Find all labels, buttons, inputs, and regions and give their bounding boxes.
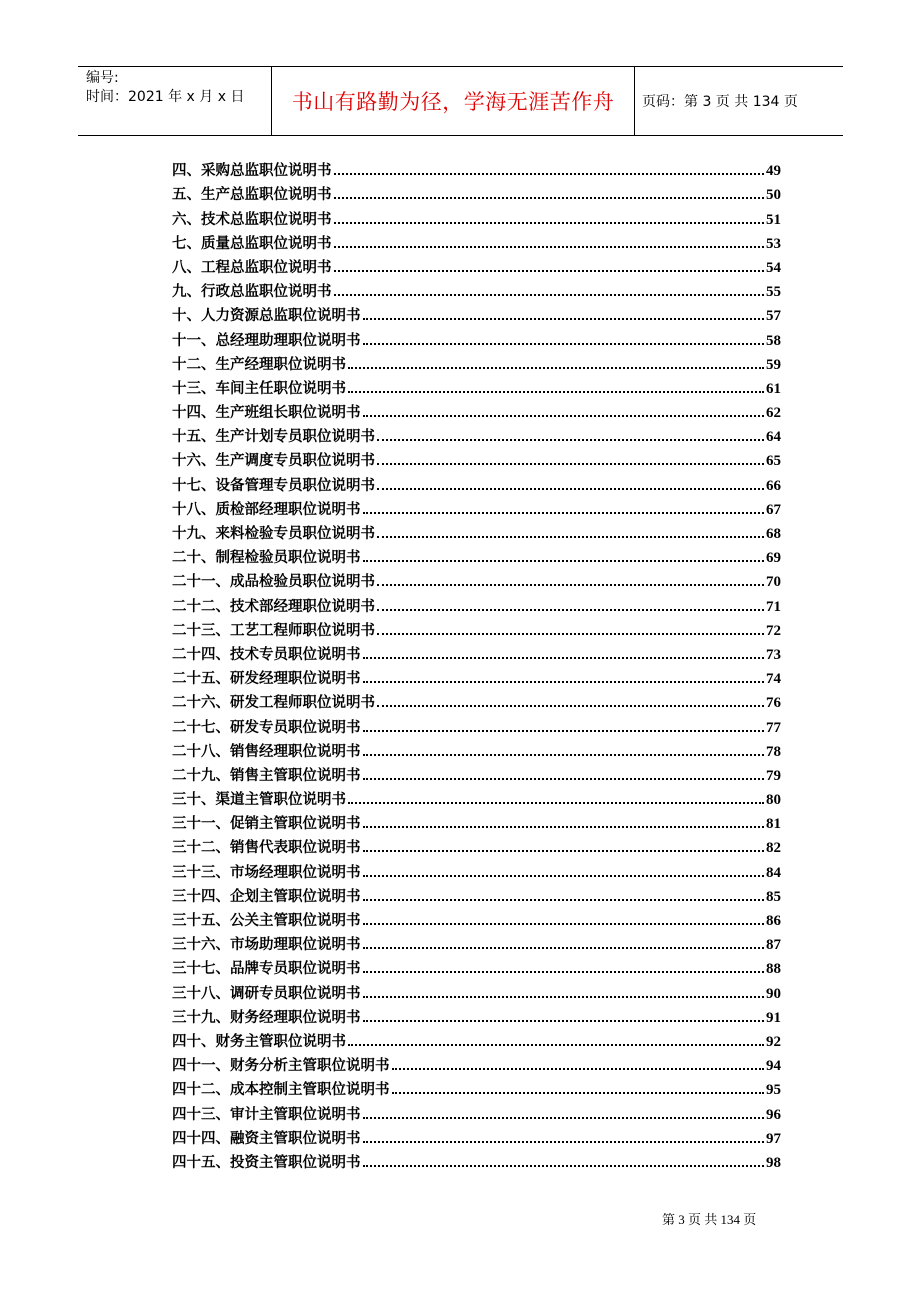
toc-dot-leader	[363, 875, 765, 877]
toc-entry-title: 五、生产总监职位说明书	[172, 187, 332, 204]
toc-entry[interactable]	[172, 470, 781, 494]
toc-entry[interactable]	[172, 930, 781, 954]
toc-entry[interactable]	[172, 543, 781, 567]
toc-entry-title: 二十、制程检验员职位说明书	[172, 550, 361, 567]
toc-entry-page: 70	[766, 574, 781, 591]
toc-entry-title: 十四、生产班组长职位说明书	[172, 405, 361, 422]
toc-entry-page: 67	[766, 501, 781, 518]
toc-entry[interactable]	[172, 180, 781, 204]
toc-entry-title: 八、工程总监职位说明书	[172, 259, 332, 276]
toc-entry-title: 三十、渠道主管职位说明书	[172, 792, 346, 809]
toc-entry[interactable]	[172, 1148, 781, 1172]
toc-entry[interactable]	[172, 1124, 781, 1148]
toc-dot-leader	[392, 1068, 765, 1070]
toc-entry-page: 69	[766, 550, 781, 567]
toc-entry-title: 二十五、研发经理职位说明书	[172, 671, 361, 688]
toc-entry[interactable]	[172, 616, 781, 640]
toc-entry[interactable]	[172, 785, 781, 809]
toc-entry-page: 57	[766, 308, 781, 325]
toc-dot-leader	[377, 488, 764, 490]
toc-entry[interactable]	[172, 350, 781, 374]
toc-entry-page: 58	[766, 332, 781, 349]
toc-entry-title: 二十八、销售经理职位说明书	[172, 743, 361, 760]
toc-dot-leader	[363, 1020, 765, 1022]
toc-dot-leader	[363, 343, 765, 345]
toc-dot-leader	[363, 754, 765, 756]
toc-entry-title: 二十九、销售主管职位说明书	[172, 767, 361, 784]
toc-entry-page: 64	[766, 429, 781, 446]
toc-entry[interactable]	[172, 664, 781, 688]
toc-entry[interactable]	[172, 857, 781, 881]
toc-entry[interactable]	[172, 712, 781, 736]
toc-entry-title: 三十七、品牌专员职位说明书	[172, 961, 361, 978]
toc-entry[interactable]	[172, 640, 781, 664]
toc-dot-leader	[377, 633, 764, 635]
toc-entry-page: 51	[766, 211, 781, 228]
toc-entry[interactable]	[172, 737, 781, 761]
toc-dot-leader	[377, 705, 764, 707]
toc-entry-title: 十九、来料检验专员职位说明书	[172, 526, 375, 542]
toc-entry-page: 78	[766, 743, 781, 760]
toc-entry[interactable]	[172, 1075, 781, 1099]
toc-dot-leader	[377, 536, 764, 538]
toc-entry[interactable]	[172, 567, 781, 591]
toc-entry-title: 二十七、研发专员职位说明书	[172, 719, 361, 736]
toc-entry-page: 92	[766, 1033, 781, 1050]
toc-entry-title: 四十一、财务分析主管职位说明书	[172, 1058, 390, 1075]
toc-entry-page: 61	[766, 380, 781, 397]
toc-dot-leader	[363, 1141, 765, 1143]
toc-entry[interactable]	[172, 688, 781, 712]
toc-dot-leader	[334, 197, 765, 199]
toc-dot-leader	[377, 609, 764, 611]
toc-entry-title: 四十五、投资主管职位说明书	[172, 1154, 361, 1171]
toc-entry[interactable]	[172, 1051, 781, 1075]
toc-entry[interactable]	[172, 204, 781, 228]
toc-entry-page: 84	[766, 864, 781, 881]
toc-entry[interactable]	[172, 277, 781, 301]
toc-entry-page: 97	[766, 1130, 781, 1147]
toc-dot-leader	[377, 463, 764, 465]
toc-entry-title: 十五、生产计划专员职位说明书	[172, 429, 375, 446]
toc-entry-page: 91	[766, 1009, 781, 1026]
toc-dot-leader	[363, 560, 765, 562]
toc-entry-title: 十八、质检部经理职位说明书	[172, 501, 361, 518]
toc-entry[interactable]	[172, 446, 781, 470]
toc-entry[interactable]	[172, 882, 781, 906]
toc-entry-page: 59	[766, 356, 781, 373]
toc-entry-title: 三十四、企划主管职位说明书	[172, 888, 361, 905]
toc-entry-page: 82	[766, 840, 781, 857]
toc-dot-leader	[363, 730, 765, 732]
toc-entry-title: 九、行政总监职位说明书	[172, 284, 332, 301]
toc-entry[interactable]	[172, 422, 781, 446]
toc-entry-title: 四十、财务主管职位说明书	[172, 1033, 346, 1050]
toc-entry[interactable]	[172, 325, 781, 349]
page-header	[78, 66, 843, 136]
toc-entry-title: 四十四、融资主管职位说明书	[172, 1130, 361, 1147]
toc-entry-page: 81	[766, 816, 781, 833]
toc-entry-page: 71	[766, 598, 781, 615]
table-of-contents	[172, 156, 781, 1172]
toc-dot-leader	[363, 850, 765, 852]
toc-entry-page: 65	[766, 453, 781, 470]
toc-entry-title: 四、采购总监职位说明书	[172, 163, 332, 180]
toc-entry-page: 98	[766, 1154, 781, 1171]
toc-dot-leader	[363, 657, 765, 659]
toc-entry[interactable]	[172, 1027, 781, 1051]
toc-entry-title: 十七、设备管理专员职位说明书	[172, 477, 375, 494]
toc-entry-title: 七、质量总监职位说明书	[172, 235, 332, 252]
toc-entry-page: 88	[766, 961, 781, 978]
toc-entry-title: 十二、生产经理职位说明书	[172, 356, 346, 373]
toc-entry-title: 三十二、销售代表职位说明书	[172, 840, 361, 857]
toc-entry-page: 62	[766, 405, 781, 422]
toc-dot-leader	[363, 318, 765, 320]
toc-entry-page: 80	[766, 792, 781, 809]
document-number-label: 编号:	[86, 70, 119, 86]
toc-entry-title: 二十四、技术专员职位说明书	[172, 646, 361, 663]
toc-dot-leader	[348, 367, 764, 369]
toc-entry[interactable]	[172, 833, 781, 857]
toc-entry-page: 50	[766, 187, 781, 204]
toc-entry-page: 54	[766, 259, 781, 276]
toc-entry-page: 66	[766, 477, 781, 494]
toc-entry-page: 79	[766, 767, 781, 784]
toc-entry-title: 四十二、成本控制主管职位说明书	[172, 1082, 390, 1099]
toc-dot-leader	[377, 439, 764, 441]
toc-entry[interactable]	[172, 374, 781, 398]
toc-entry-title: 三十一、促销主管职位说明书	[172, 816, 361, 833]
toc-entry[interactable]	[172, 253, 781, 277]
toc-entry[interactable]	[172, 906, 781, 930]
toc-dot-leader	[348, 802, 764, 804]
toc-dot-leader	[363, 923, 765, 925]
toc-entry-page: 72	[766, 622, 781, 639]
toc-entry-title: 二十一、成品检验员职位说明书	[172, 574, 375, 591]
toc-entry-page: 85	[766, 888, 781, 905]
toc-dot-leader	[363, 899, 765, 901]
toc-dot-leader	[334, 173, 765, 175]
toc-entry[interactable]	[172, 495, 781, 519]
toc-dot-leader	[363, 971, 765, 973]
toc-dot-leader	[363, 1117, 765, 1119]
toc-entry-title: 十、人力资源总监职位说明书	[172, 308, 361, 325]
toc-entry[interactable]	[172, 398, 781, 422]
toc-entry[interactable]	[172, 229, 781, 253]
toc-entry[interactable]	[172, 301, 781, 325]
toc-entry[interactable]	[172, 519, 781, 543]
toc-dot-leader	[363, 512, 765, 514]
toc-entry[interactable]	[172, 809, 781, 833]
toc-entry[interactable]	[172, 1099, 781, 1123]
toc-entry-page: 53	[766, 235, 781, 252]
toc-dot-leader	[334, 246, 765, 248]
toc-entry[interactable]	[172, 591, 781, 615]
document-time: 时间：2021 年 x 月 x 日	[86, 89, 245, 105]
toc-entry-page: 96	[766, 1106, 781, 1123]
toc-dot-leader	[363, 826, 765, 828]
toc-entry-title: 三十八、调研专员职位说明书	[172, 985, 361, 1002]
toc-dot-leader	[348, 391, 764, 393]
toc-entry-title: 二十三、工艺工程师职位说明书	[172, 622, 375, 639]
toc-entry-page: 94	[766, 1058, 781, 1075]
toc-entry-title: 十一、总经理助理职位说明书	[172, 332, 361, 349]
toc-entry-title: 六、技术总监职位说明书	[172, 211, 332, 228]
toc-entry-title: 三十五、公关主管职位说明书	[172, 913, 361, 929]
toc-entry[interactable]	[172, 954, 781, 978]
toc-entry-title: 三十三、市场经理职位说明书	[172, 864, 361, 881]
toc-dot-leader	[377, 584, 764, 586]
toc-entry-page: 95	[766, 1082, 781, 1099]
toc-entry-page: 87	[766, 937, 781, 954]
toc-entry-page: 90	[766, 985, 781, 1002]
toc-entry[interactable]	[172, 1003, 781, 1027]
toc-entry-title: 三十六、市场助理职位说明书	[172, 937, 361, 954]
header-motto: 书山有路勤为径，学海无涯苦作舟	[272, 67, 635, 135]
toc-entry-title: 四十三、审计主管职位说明书	[172, 1106, 361, 1123]
toc-dot-leader	[363, 681, 765, 683]
toc-dot-leader	[363, 415, 765, 417]
toc-entry-title: 十三、车间主任职位说明书	[172, 380, 346, 397]
toc-entry[interactable]	[172, 761, 781, 785]
header-meta	[78, 67, 272, 135]
toc-dot-leader	[363, 1165, 765, 1167]
toc-dot-leader	[334, 294, 765, 296]
toc-entry-title: 十六、生产调度专员职位说明书	[172, 453, 375, 470]
header-page-info: 页码：第 3 页 共 134 页	[642, 94, 798, 110]
toc-entry-page: 74	[766, 671, 781, 688]
toc-dot-leader	[363, 947, 765, 949]
toc-entry-title: 三十九、财务经理职位说明书	[172, 1009, 361, 1026]
toc-entry[interactable]	[172, 156, 781, 180]
toc-dot-leader	[334, 222, 765, 224]
toc-entry-page: 73	[766, 646, 781, 663]
toc-entry-title: 二十二、技术部经理职位说明书	[172, 598, 375, 615]
toc-dot-leader	[392, 1092, 765, 1094]
toc-dot-leader	[348, 1044, 764, 1046]
toc-entry-page: 55	[766, 284, 781, 301]
toc-entry-page: 86	[766, 913, 781, 929]
toc-entry-page: 68	[766, 526, 781, 542]
toc-entry[interactable]	[172, 978, 781, 1002]
toc-dot-leader	[363, 778, 765, 780]
toc-entry-page: 49	[766, 163, 781, 180]
toc-dot-leader	[363, 996, 765, 998]
toc-entry-page: 77	[766, 719, 781, 736]
toc-dot-leader	[334, 270, 765, 272]
toc-entry-title: 二十六、研发工程师职位说明书	[172, 695, 375, 712]
toc-entry-page: 76	[766, 695, 781, 712]
page-footer: 第 3 页 共 134 页	[662, 1212, 757, 1227]
